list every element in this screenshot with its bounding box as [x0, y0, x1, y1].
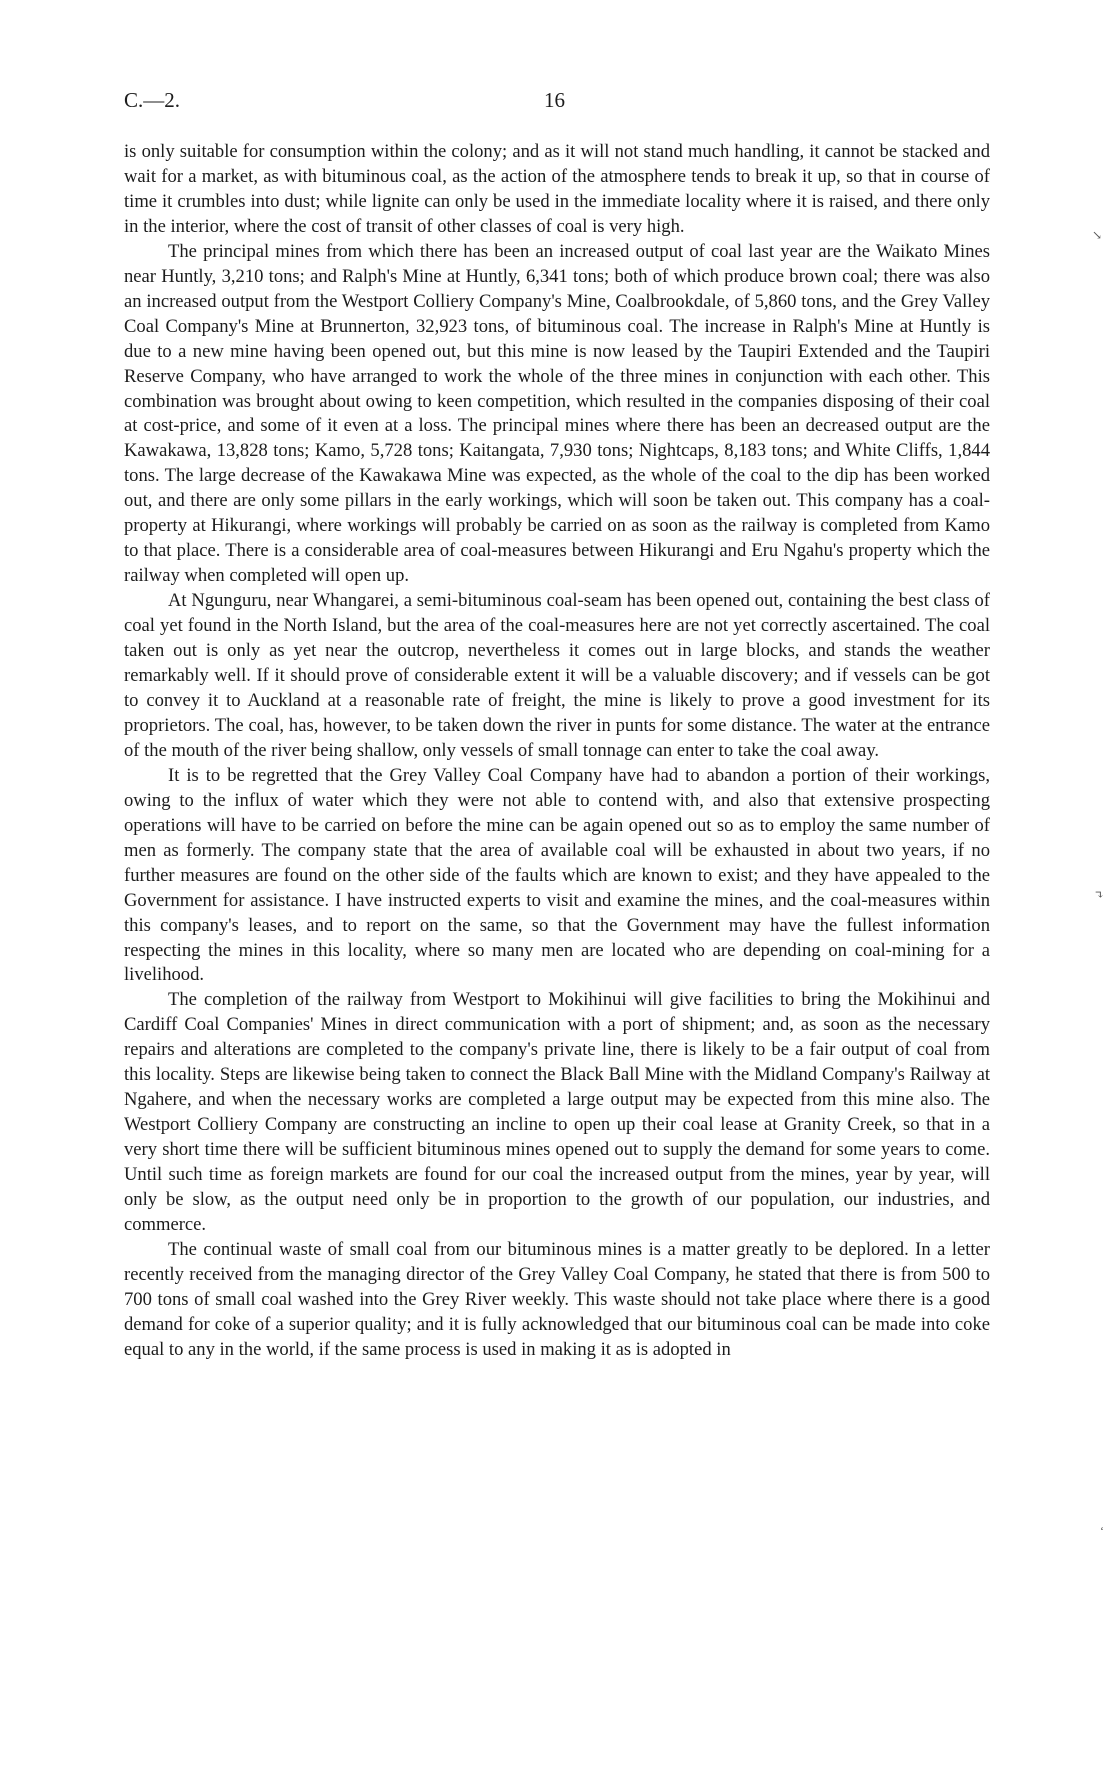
paragraph-continuation: is only suitable for consumption within the colony; and as it will not stand much handling, it cannot be stacked and wait for a market, as with bituminous coal, as the action of the atmosphere tends to break it up, so that in course of time it crumbles into dust; while lignite can only be used in the immediate locality where it is raised, and there only in the interior, where the cost of transit of other classes of coal is very high. — [124, 141, 990, 237]
paragraph-small-coal-waste: The continual waste of small coal from our bituminous mines is a matter greatly to be deplored. In a letter recently received from the managing director of the Grey Valley Coal Company, he stated that there is from 500 to 700 tons of small coal washed into the Grey River weekly. This waste should not take place where there is a good demand for coke of a superior quality; and it is fully acknowledged that our bituminous coal can be made into coke equal to any in the world, if the same process is used in making it as is adopted in — [124, 1238, 990, 1360]
paragraph-ngunguru: At Ngunguru, near Whangarei, a semi-bituminous coal-seam has been opened out, containing the best class of coal yet found in the North Island, but the area of the coal-measures here are not yet correctly ascertained. The coal taken out is only as yet near the outcrop, nevertheless it comes out in large blocks, and stands the weather remarkably well. If it should prove of considerable extent it will be a valuable discovery; and if vessels can be got to convey it to Auckland at a reasonable rate of freight, the mine is likely to prove a good investment for its proprietors. The coal, has, however, to be taken down the river in punts for some distance. The water at the entrance of the mouth of the river being shallow, only vessels of small tonnage can enter to take the coal away. — [124, 590, 990, 761]
margin-tick-mark: ‘ — [1100, 1524, 1104, 1538]
page-header — [124, 88, 990, 114]
paragraph-grey-valley: It is to be regretted that the Grey Valley Coal Company have had to abandon a portion of their workings, owing to the influx of water which they were not able to contend with, and also that extensive prospecting operations will have to be carried on before the mine can be again opened out so as to employ the same number of men as formerly. The company state that the area of available coal will be exhausted in about two years, if no further measures are found on the other side of the faults which are known to exist; and they have appealed to the Government for assistance. I have instructed experts to visit and examine the mines, and the coal-measures within this company's leases, and to report on the same, so that the Government may have the fullest information respecting the mines in this locality, where so many men are located who are depending on coal-mining for a livelihood. — [124, 764, 990, 986]
margin-tick-mark: ↘ — [1092, 228, 1103, 242]
margin-tick-mark: ↴ — [1094, 888, 1105, 902]
body-text — [124, 140, 990, 1363]
page-number: 16 — [544, 88, 565, 112]
paragraph-westport-railway: The completion of the railway from Westport to Mokihinui will give facilities to bring the Mokihinui and Cardiff Coal Companies' Mines in direct communication with a port of shipment; and, as soon as the necessary repairs and alterations are completed to the company's private line, there is likely to be a fair output of coal from this locality. Steps are likewise being taken to connect the Black Ball Mine with the Midland Company's Railway at Ngahere, and when the necessary works are completed a large output may be expected from this mine also. The Westport Colliery Company are constructing an incline to open up their coal lease at Granity Creek, so that in a very short time there will be sufficient bituminous mines opened out to supply the demand for some years to come. Until such time as foreign markets are found for our coal the increased output from the mines, year by year, will only be slow, as the output need only be in proportion to the growth of our population, our industries, and commerce. — [124, 989, 990, 1235]
document-reference: C.—2. — [124, 88, 181, 112]
paragraph-principal-mines: The principal mines from which there has been an increased output of coal last year are the Waikato Mines near Huntly, 3,210 tons; and Ralph's Mine at Huntly, 6,341 tons; both of which produce brown coal; there was also an increased output from the Westport Colliery Company's Mine, Coalbrookdale, of 5,860 tons, and the Grey Valley Coal Company's Mine at Brunnerton, 32,923 tons, of bituminous coal. The increase in Ralph's Mine at Huntly is due to a new mine having been opened out, but this mine is now leased by the Taupiri Extended and the Taupiri Reserve Company, who have arranged to work the whole of the three mines in conjunction with each other. This combination was brought about owing to keen competition, which resulted in the companies disposing of their coal at cost-price, and some of it even at a loss. The principal mines where there has been an decreased output are the Kawakawa, 13,828 tons; Kamo, 5,728 tons; Kaitangata, 7,930 tons; Nightcaps, 8,183 tons; and White Cliffs, 1,844 tons. The large decrease of the Kawakawa Mine was expected, as the whole of the coal to the dip has been worked out, and there are only some pillars in the early workings, which will soon be taken out. This company has a coal-property at Hikurangi, where workings will probably be carried on as soon as the railway is completed from Kamo to that place. There is a considerable area of coal-measures between Hikurangi and Eru Ngahu's property which the railway when completed will open up. — [124, 240, 990, 587]
